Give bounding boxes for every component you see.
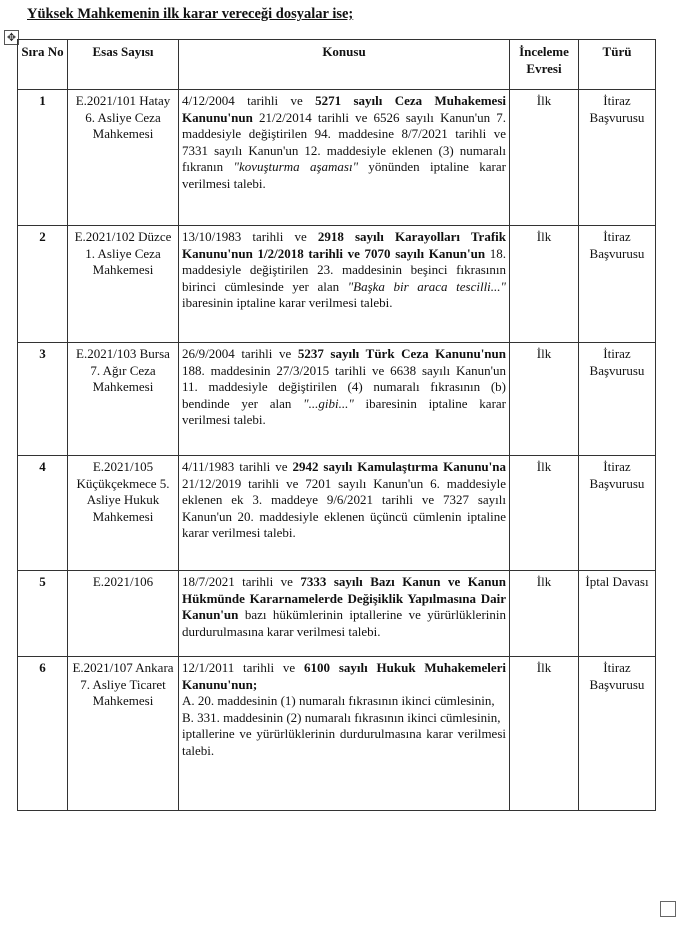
col-header-evre: İnceleme Evresi <box>510 40 579 90</box>
subject-text: yönünden iptaline karar verilmesi talebi. <box>182 159 506 191</box>
page-heading: Yüksek Mahkemenin ilk karar vereceği dosyalar ise; <box>27 6 354 22</box>
case-type: İtiraz Başvurusu <box>579 90 656 226</box>
move-handle-icon[interactable]: ✥ <box>4 30 19 45</box>
table-row <box>18 571 656 657</box>
case-type: İtiraz Başvurusu <box>579 456 656 571</box>
col-header-tur: Türü <box>579 40 656 90</box>
subject-text: 4/12/2004 tarihli ve <box>182 93 316 108</box>
review-stage: İlk <box>510 226 579 343</box>
case-type: İtiraz Başvurusu <box>579 226 656 343</box>
case-number: E.2021/107 Ankara 7. Asliye Ticaret Mahkemesi <box>68 657 179 811</box>
subject-text: ibaresinin iptaline karar verilmesi talebi. <box>182 295 393 310</box>
law-reference: 7333 sayılı Bazı Kanun ve Kanun Hükmünde Kararnamelerde Değişiklik Yapılmasına Dair Kanun'un <box>182 574 506 622</box>
table-row <box>18 456 656 571</box>
table-row <box>18 90 656 226</box>
subject-text: B. 331. maddesinin (2) numaralı fıkrasının ikinci cümlesinin, <box>182 709 501 725</box>
subject-text: A. 20. maddesinin (1) numaralı fıkrasının ikinci cümlesinin, <box>182 693 495 708</box>
subject-text: iptallerine ve yürürlüklerinin durdurulmasına karar verilmesi talebi. <box>182 726 506 758</box>
subject-text: 13/10/1983 tarihli ve <box>182 229 318 244</box>
table-row <box>18 226 656 343</box>
subject-text: 188. maddesinin 27/3/2015 tarihli ve 6638 sayılı Kanun'un 11. maddesiyle değiştirilen (4) numaralı fıkrasının (b) bendinde yer alan <box>182 362 506 411</box>
subject-text: 21/12/2019 tarihli ve 7201 sayılı Kanun'un 6. maddesiyle eklenen ek 3. maddeye 9/6/2021 tarihli ve 7327 sayılı Kanun'un 20. maddesiyle eklenen üçüncü cümlenin iptaline karar verilmesi talebi. <box>182 475 506 540</box>
case-subject <box>179 571 510 657</box>
case-number: E.2021/101 Hatay 6. Asliye Ceza Mahkemesi <box>68 90 179 226</box>
subject-text: ibaresinin iptaline karar verilmesi talebi. <box>182 395 507 427</box>
col-header-esas: Esas Sayısı <box>68 40 179 90</box>
law-reference: 6100 sayılı Hukuk Muhakemeleri Kanunu'nun; <box>182 660 506 692</box>
law-reference: 5237 sayılı Türk Ceza Kanunu'nun <box>297 346 506 361</box>
case-number: E.2021/102 Düzce 1. Asliye Ceza Mahkemesi <box>68 226 179 343</box>
review-stage: İlk <box>510 571 579 657</box>
review-stage: İlk <box>510 657 579 811</box>
quoted-phrase: "Başka bir araca tescilli..." <box>347 278 506 294</box>
subject-text: bazı hükümlerinin iptallerine ve yürürlüklerinin durdurulmasına karar verilmesi talebi. <box>182 607 506 639</box>
col-header-konu: Konusu <box>179 40 510 90</box>
case-subject <box>179 343 510 456</box>
row-number: 1 <box>18 90 68 226</box>
subject-text: 18/7/2021 tarihli ve <box>182 574 301 589</box>
case-number: E.2021/103 Bursa 7. Ağır Ceza Mahkemesi <box>68 343 179 456</box>
cases-table <box>17 39 656 811</box>
row-number: 5 <box>18 571 68 657</box>
subject-text: 26/9/2004 tarihli ve <box>182 346 298 361</box>
case-subject <box>179 657 510 811</box>
review-stage: İlk <box>510 456 579 571</box>
row-number: 3 <box>18 343 68 456</box>
row-number: 6 <box>18 657 68 811</box>
quoted-phrase: "...gibi..." <box>303 395 354 411</box>
case-subject <box>179 90 510 226</box>
case-type: İtiraz Başvurusu <box>579 343 656 456</box>
row-number: 4 <box>18 456 68 571</box>
law-reference: 5271 sayılı Ceza Muhakemesi Kanunu'nun <box>182 93 506 125</box>
subject-text: 21/2/2014 tarihli ve 6526 sayılı Kanun'un 7. maddesiyle değiştirilen 94. maddesine 8/7/2021 tarihli ve 7331 sayılı Kanun'un 12. maddesiyle eklenen (3) numaralı fıkranın <box>182 109 506 174</box>
case-number: E.2021/105 Küçükçekmece 5. Asliye Hukuk Mahkemesi <box>68 456 179 571</box>
table-row <box>18 657 656 811</box>
case-type: İptal Davası <box>579 571 656 657</box>
subject-text: 18. maddesiyle değiştirilen 23. maddesinin beşinci fıkrasının birinci cümlesinde yer alan <box>182 245 506 294</box>
subject-text: 4/11/1983 tarihli ve <box>182 459 293 474</box>
col-header-sira: Sıra No <box>18 40 68 90</box>
table-header-row <box>18 40 656 90</box>
row-number: 2 <box>18 226 68 343</box>
resize-handle-icon[interactable] <box>660 901 676 917</box>
quoted-phrase: "kovuşturma aşaması" <box>233 159 359 174</box>
case-subject <box>179 226 510 343</box>
subject-text: 12/1/2011 tarihli ve <box>182 660 305 675</box>
table-row <box>18 343 656 456</box>
case-number: E.2021/106 <box>68 571 179 657</box>
review-stage: İlk <box>510 90 579 226</box>
case-type: İtiraz Başvurusu <box>579 657 656 811</box>
law-reference: 2918 sayılı Karayolları Trafik Kanunu'nun 1/2/2018 tarihli ve 7070 sayılı Kanun'un <box>182 229 506 261</box>
review-stage: İlk <box>510 343 579 456</box>
law-reference: 2942 sayılı Kamulaştırma Kanunu'na <box>292 459 506 474</box>
case-subject <box>179 456 510 571</box>
